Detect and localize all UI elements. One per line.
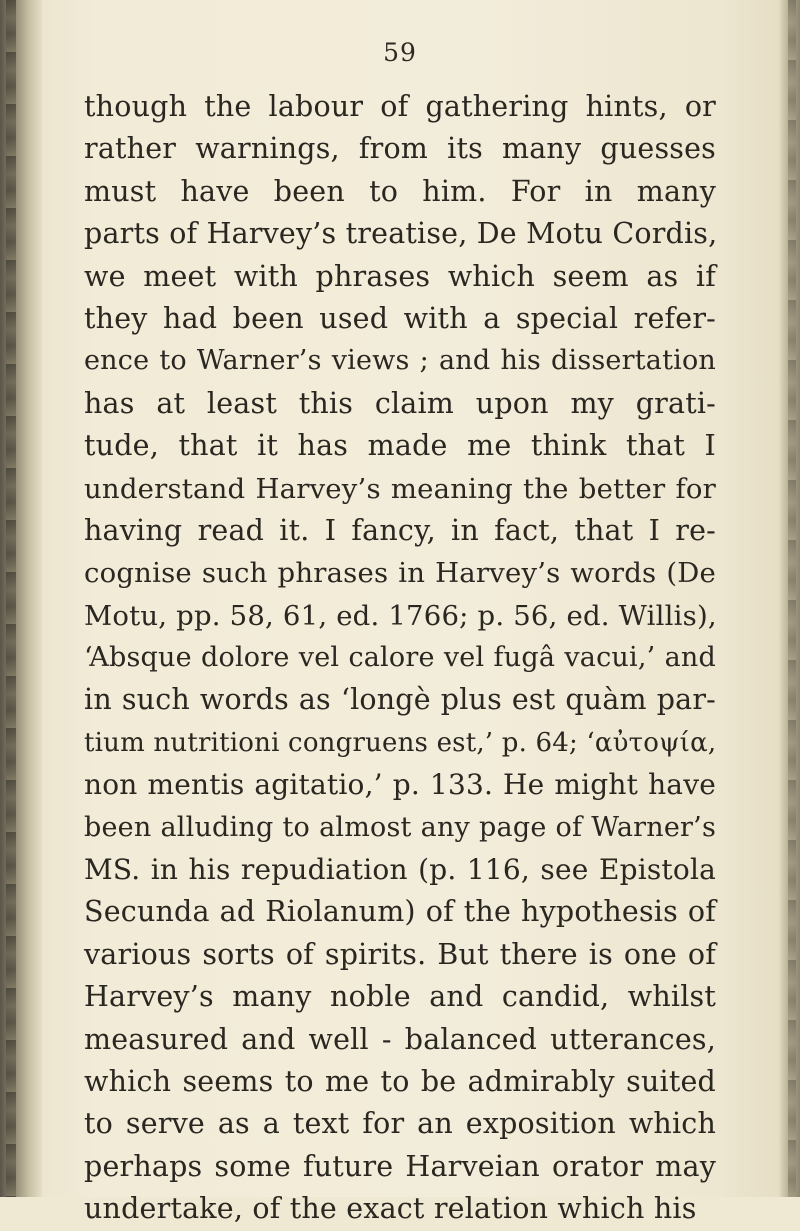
text-line: measured and well - balanced utterances, [84,1022,716,1056]
text-line: perhaps some future Harveian orator may [84,1149,716,1183]
text-line: various sorts of spirits. But there is one of [84,937,716,971]
page-number: 59 [383,38,417,67]
text-line: has at least this claim upon my grati- [84,386,716,420]
text-line: undertake, of the exact relation which his [84,1192,697,1226]
text-line: Motu, pp. 58, 61, ed. 1766; p. 56, ed. Willis), [84,599,717,632]
text-line: though the labour of gathering hints, or [84,90,716,123]
text-line: rather warnings, from its many guesses [84,132,716,166]
text-line: in such words as ‘longè plus est quàm par- [84,683,716,717]
text-line: we meet with phrases which seem as if [84,259,716,293]
text-line: ence to Warner’s views ; and his dissertation [84,345,716,377]
text-line: non mentis agitatio,’ p. 133. He might have [84,768,716,802]
page-edge-right [778,0,800,1197]
text-line: tium nutritioni congruens est,’ p. 64; ‘αὐτοψία, [84,727,717,758]
text-line: been alluding to almost any page of Warner’s [84,811,716,843]
page-binding-edge-left [0,0,42,1197]
text-line: tude, that it has made me think that I [84,429,716,463]
text-line: parts of Harvey’s treatise, De Motu Cordis, [84,217,718,251]
binding-shadow [6,0,16,1197]
text-line: must have been to him. For in many [84,174,716,208]
text-line: Secunda ad Riolanum) of the hypothesis of [84,895,716,929]
page-edge-shadow [788,0,796,1197]
text-line: Harvey’s many noble and candid, whilst [84,980,716,1014]
text-line: to serve as a text for an exposition which [84,1107,716,1141]
text-line: which seems to me to be admirably suited [84,1064,716,1098]
body-text [84,86,716,1231]
text-line: understand Harvey’s meaning the better for [84,472,716,505]
text-line: cognise such phrases in Harvey’s words (De [84,557,716,590]
text-line: they had been used with a special refer- [84,301,716,335]
text-line: ‘Absque dolore vel calore vel fugâ vacui,’ and [84,642,716,674]
text-line: having read it. I fancy, in fact, that I re- [84,513,716,547]
text-line: MS. in his repudiation (p. 116, see Epistola [84,853,716,887]
